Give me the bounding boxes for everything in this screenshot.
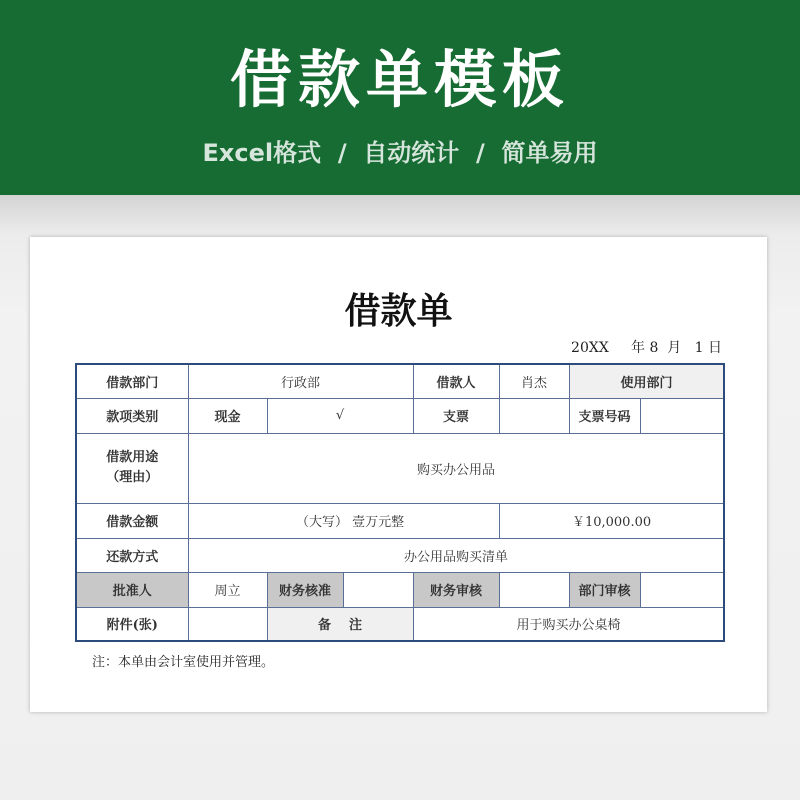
finance-approve-label: 财务核准 [267, 572, 343, 607]
dept-label: 借款部门 [76, 364, 188, 398]
repay-label: 还款方式 [76, 538, 188, 572]
cheque-checkmark[interactable] [499, 398, 569, 433]
cheque-number-label: 支票号码 [569, 398, 640, 433]
amount-number[interactable]: ￥10,000.00 [499, 503, 724, 538]
purpose-value[interactable]: 购买办公用品 [188, 433, 724, 503]
approver-value[interactable]: 周立 [188, 572, 267, 607]
remark-value[interactable]: 用于购买办公桌椅 [413, 607, 724, 641]
row-attachments [76, 607, 724, 641]
use-dept-label: 使用部门 [569, 364, 724, 398]
banner-subtitle: Excel格式 / 自动统计 / 简单易用 [202, 139, 598, 167]
amount-label: 借款金额 [76, 503, 188, 538]
dept-review-value[interactable] [640, 572, 724, 607]
cheque-label: 支票 [413, 398, 499, 433]
cheque-number-value[interactable] [640, 398, 724, 433]
footnote: 注：本单由会计室使用并管理。 [92, 655, 275, 670]
dept-value[interactable]: 行政部 [188, 364, 413, 398]
header-banner [0, 0, 800, 195]
attachments-label: 附件(张) [76, 607, 188, 641]
attachments-value[interactable] [188, 607, 267, 641]
document-title: 借款单 [344, 290, 453, 332]
row-payment-type [76, 398, 724, 433]
remark-label: 备 注 [267, 607, 413, 641]
banner-title: 借款单模板 [229, 43, 570, 116]
loan-form-table [75, 363, 725, 642]
repay-value[interactable]: 办公用品购买清单 [188, 538, 724, 572]
finance-approve-value[interactable] [343, 572, 413, 607]
finance-review-label: 财务审核 [413, 572, 499, 607]
type-label: 款项类别 [76, 398, 188, 433]
cash-label: 现金 [188, 398, 267, 433]
row-approvals [76, 572, 724, 607]
borrower-label: 借款人 [413, 364, 499, 398]
row-amount [76, 503, 724, 538]
amount-in-words[interactable]: （大写） 壹万元整 [188, 503, 499, 538]
row-purpose [76, 433, 724, 503]
purpose-label-line2: （理由） [106, 470, 159, 485]
approver-label: 批准人 [76, 572, 188, 607]
purpose-label [76, 433, 188, 503]
cash-checkmark[interactable]: √ [267, 398, 413, 433]
row-department [76, 364, 724, 398]
form-date: 20XX 年 8 月 1 日 [571, 340, 722, 356]
finance-review-value[interactable] [499, 572, 569, 607]
row-repayment [76, 538, 724, 572]
dept-review-label: 部门审核 [569, 572, 640, 607]
borrower-value[interactable]: 肖杰 [499, 364, 569, 398]
loan-form-sheet [30, 237, 767, 712]
purpose-label-line1: 借款用途 [106, 450, 159, 465]
